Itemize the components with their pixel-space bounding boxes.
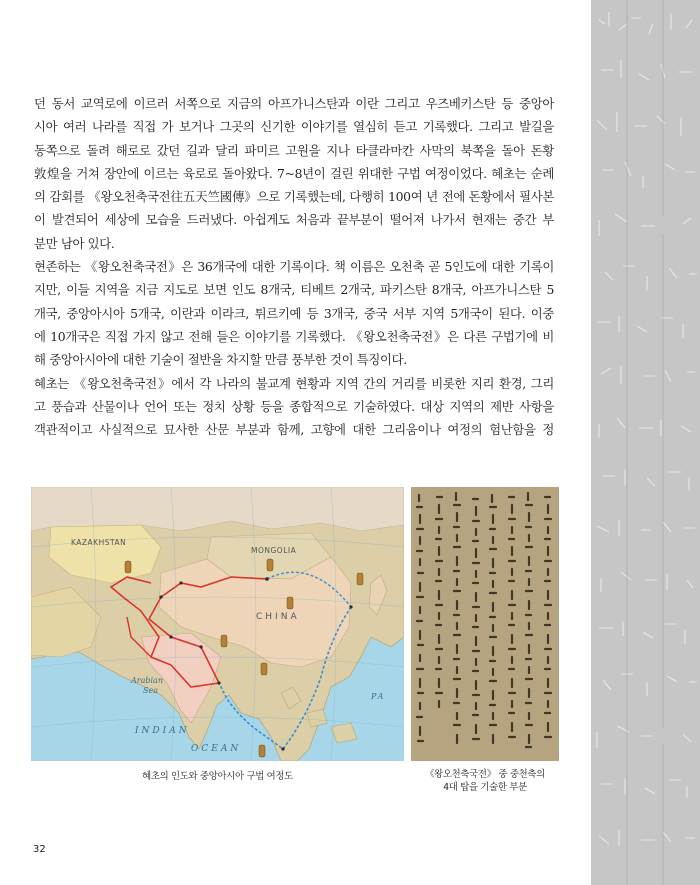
manuscript-caption-line: 《왕오천축국전》 중 중천축의: [425, 769, 545, 780]
text-line: 시아 여러 나라를 직접 가 보거나 그곳의 신기한 이야기를 열심히 듣고 기록했다. 그리고 발길을: [34, 119, 554, 135]
map-label: MONGOLIA: [251, 546, 297, 555]
map-label: KAZAKHSTAN: [71, 538, 127, 547]
text-line: 지만, 이들 지역을 지금 지도로 보면 인도 8개국, 티베트 2개국, 파키스탄 8개국, 아프가니스탄 5: [34, 282, 554, 298]
body-text: [34, 92, 554, 441]
text-line: 敦煌을 거쳐 장안에 이르는 육로로 돌아왔다. 7~8년이 걸린 위대한 구법 여정이었다. 혜초는 순례: [34, 165, 554, 181]
text-line: 에 10개국은 직접 가지 않고 전해 들은 이야기를 기록했다. 《왕오천축국전》은 다른 구법기에 비: [34, 328, 554, 344]
map-label: CHINA: [256, 612, 300, 622]
route-map-illustration: [31, 487, 404, 761]
manuscript-caption-line: 4대 탑을 기술한 부분: [443, 782, 527, 793]
text-line: 분만 남아 있다.: [34, 235, 115, 251]
map-caption: 혜초의 인도와 중앙아시아 구법 여정도: [142, 771, 293, 782]
map-label: Arabian: [131, 676, 163, 685]
paragraph-1: [34, 92, 554, 255]
map-label: OCEAN: [191, 744, 242, 754]
text-line: 고 풍습과 산물이나 언어 또는 정치 상황 등을 종합적으로 기술하였다. 대상 지역의 제반 사항을: [34, 398, 554, 414]
text-line: 혜초는 《왕오천축국전》에서 각 나라의 불교계 현황과 지역 간의 거리를 비롯한 지리 환경, 그리: [34, 375, 554, 391]
route-map: [31, 487, 404, 761]
paragraph-3: [34, 372, 554, 442]
paragraph-2: [34, 255, 554, 371]
manuscript-illustration: [411, 487, 559, 761]
manuscript-texture: [591, 0, 700, 885]
manuscript-caption: [405, 768, 565, 794]
text-line: 객관적이고 사실적으로 묘사한 산문 부분과 함께, 고향에 대한 그리움이나 여정의 험난함을 정: [34, 422, 554, 438]
text-line: 던 동서 교역로에 이르러 서쪽으로 지금의 아프가니스탄과 이란 그리고 우즈베키스탄 등 중앙아: [34, 96, 554, 111]
text-line: 의 감회를 《왕오천축국전往五天竺國傳》으로 기록했는데, 다행히 100여 년 전에 돈황에서 필사본: [34, 189, 554, 205]
side-decorative-band: [591, 0, 700, 885]
text-line: 해 중앙아시아에 대한 기술이 절반을 차지할 만큼 풍부한 것이 특징이다.: [34, 352, 407, 368]
text-line: 현존하는 《왕오천축국전》은 36개국에 대한 기록이다. 책 이름은 오천축 곧 5인도에 대한 기록이: [34, 259, 554, 275]
page-number: 32: [33, 844, 46, 855]
manuscript-image: [411, 487, 559, 761]
map-label: PA: [371, 692, 386, 701]
text-line: 이 발견되어 세상에 모습을 드러냈다. 아쉽게도 처음과 끝부분이 떨어져 나가서 현재는 중간 부: [34, 212, 554, 228]
text-line: 개국, 중앙아시아 5개국, 이란과 이라크, 튀르키예 등 3개국, 중국 서부 지역 5개국이 된다. 이중: [34, 305, 554, 321]
text-line: 동쪽으로 돌려 해로로 갔던 길과 달리 파미르 고원을 지나 타클라마칸 사막의 북쪽을 돌아 돈황: [34, 142, 554, 158]
map-label: INDIAN: [135, 726, 190, 736]
map-label: Sea: [143, 686, 158, 695]
